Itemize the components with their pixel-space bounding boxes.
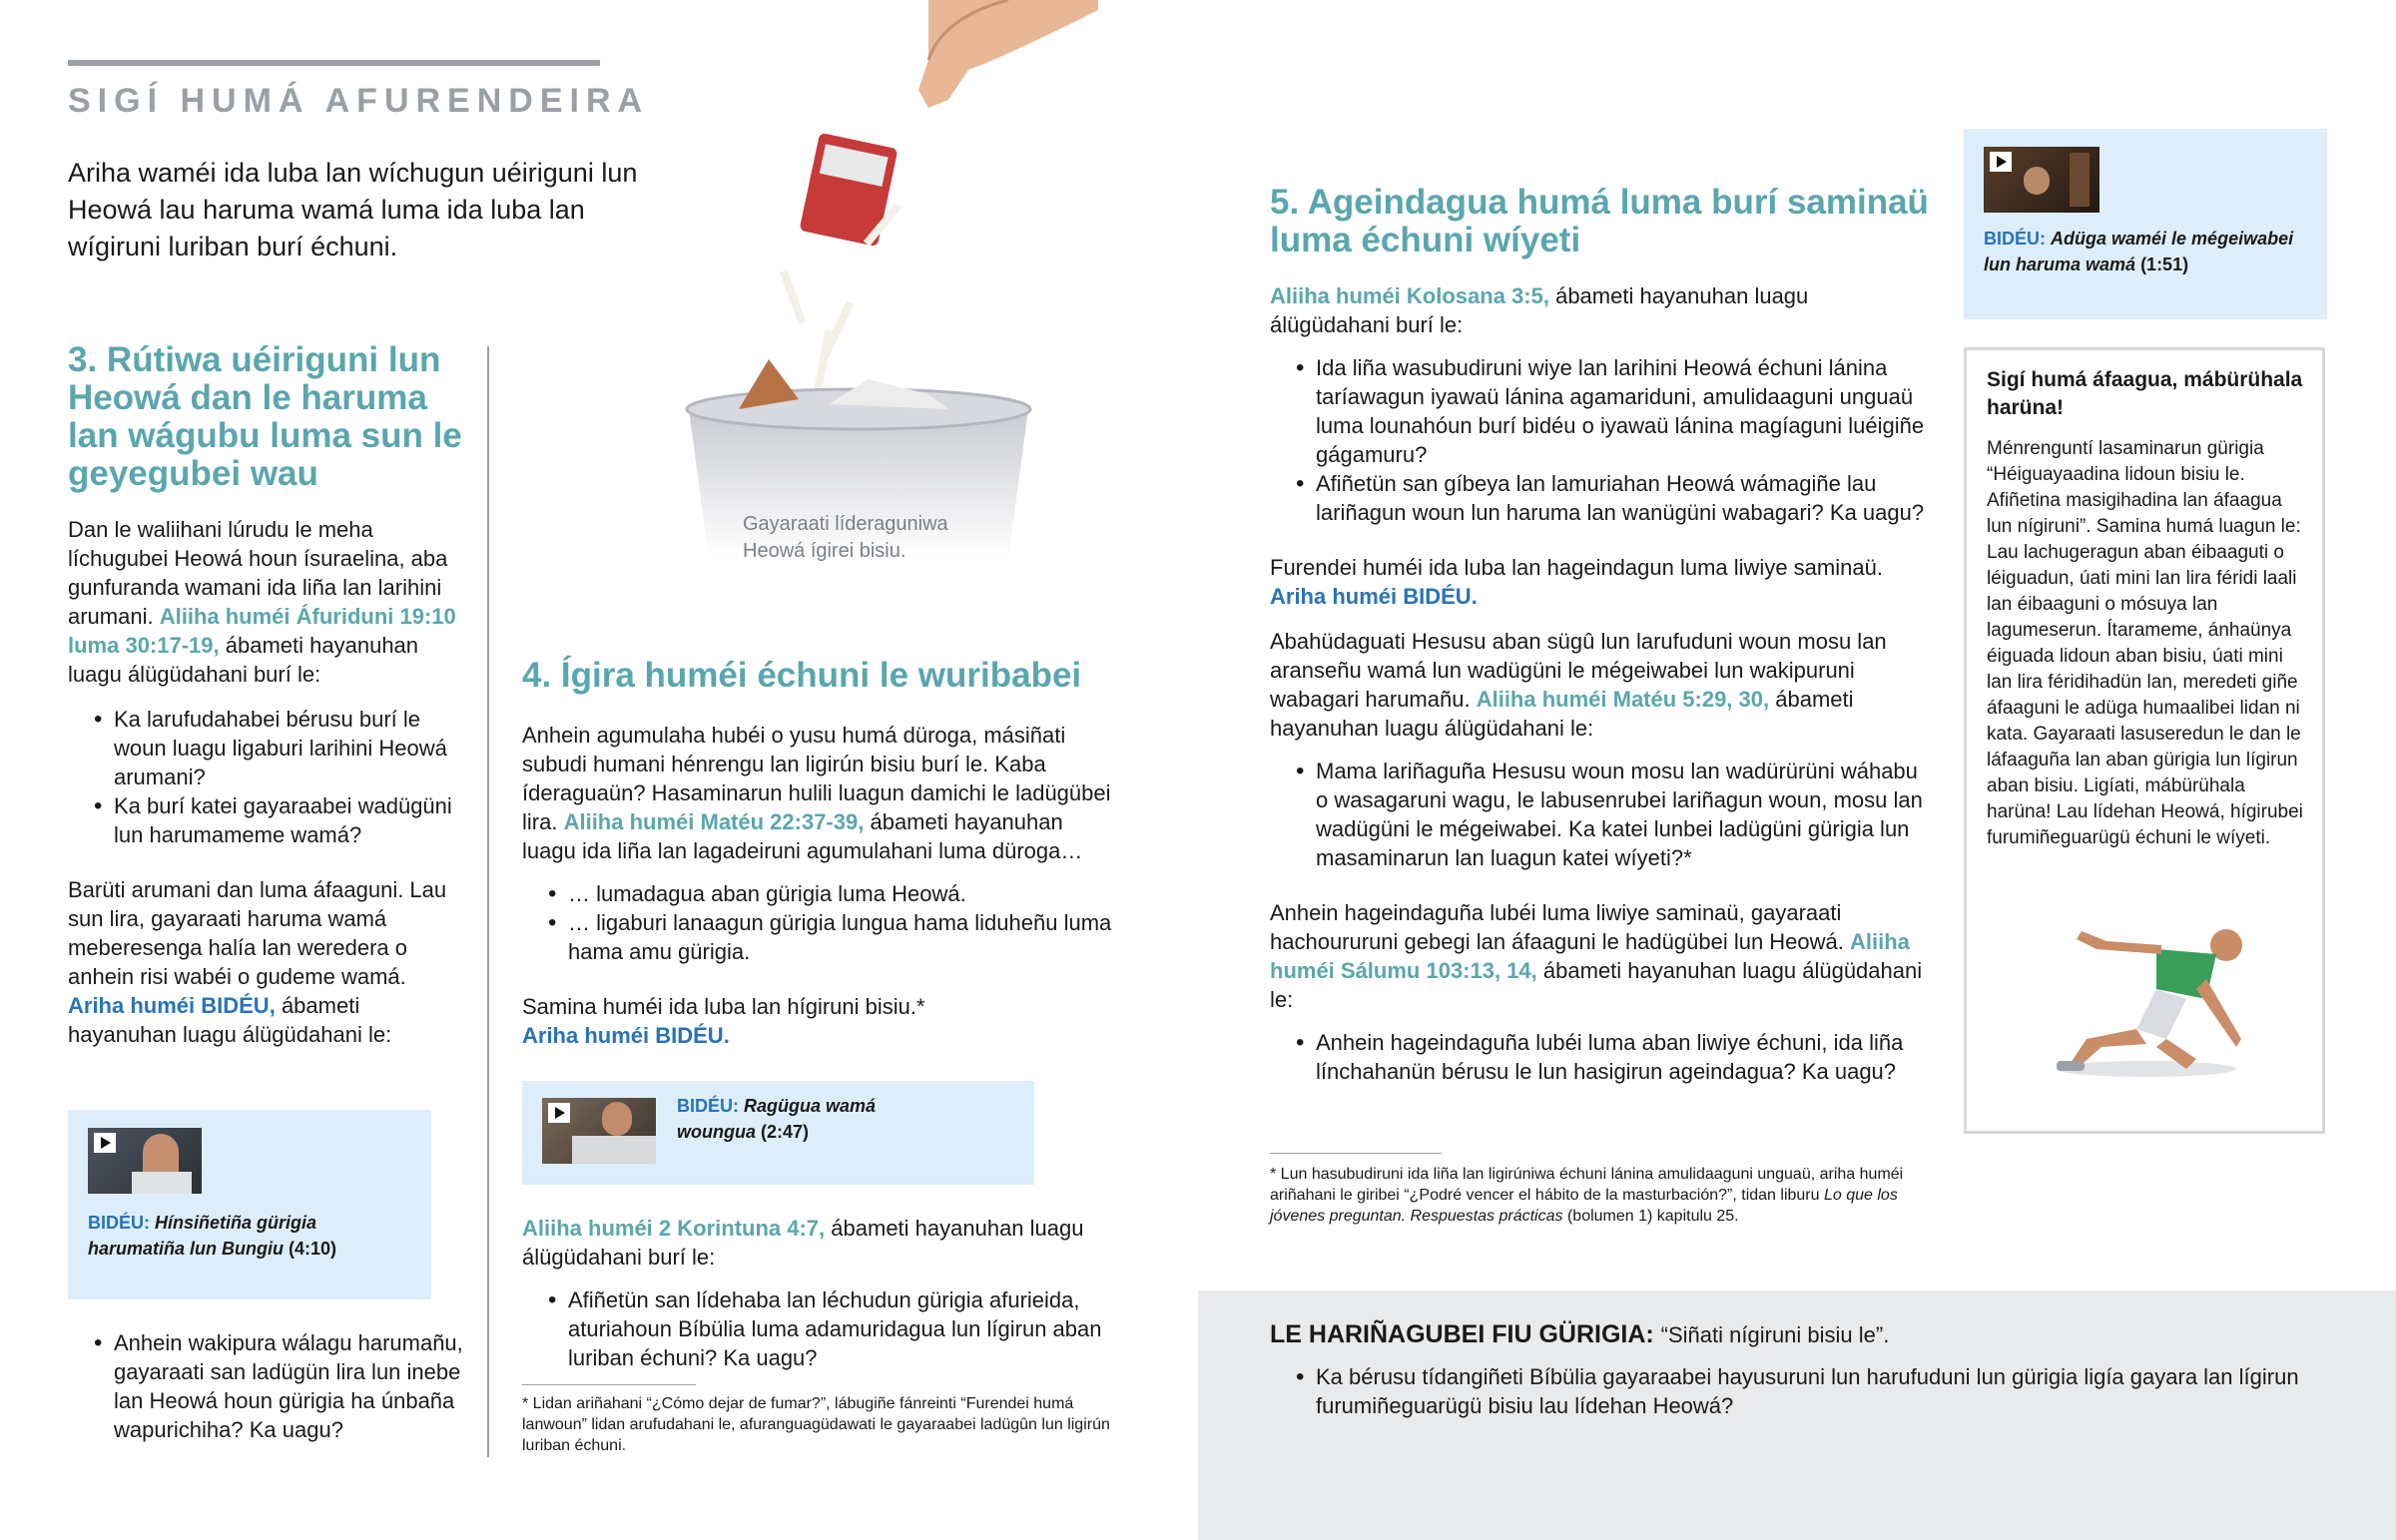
- person-figure: [602, 1102, 632, 1136]
- video-thumbnail[interactable]: [542, 1098, 656, 1164]
- section-5-footnote: * Lun hasubudiruni ida liña lan ligirúniwa échuni lánina amulidaaguni unguaü, ariha huméi ariñahani le giribei “¿Podré vencer el hábito de la masturbación?”, tidan liburu Lo que los jóvenes preguntan. Respuestas prácticas (bolumen 1) kapitulu 25.: [1270, 1166, 1904, 1225]
- video-thumbnail[interactable]: [88, 1128, 202, 1194]
- section-5-paragraph-4: Anhein hageindaguña lubéi luma liwiye saminaü, gayaraati hachoururuni gebegi lan áfaaguni le hadügübei lun Heowá. Aliiha huméi Sálumu 103:13, 14, ábameti hayanuhan luagu álügüdahani le:: [1270, 900, 1923, 1012]
- section-5-title: 5. Ageindagua humá luma burí saminaü luma échuni wíyeti: [1270, 183, 1929, 259]
- section-5-list-3: [1270, 1028, 1929, 1086]
- section-3-paragraph-2: Barüti arumani dan luma áfaaguni. Lau sun lira, gayaraati haruma wamá meberesenga halía lan weredera o anhein risi wabéi o gudeme wamá. Ariha huméi BIDÉU, ábameti hayanuhan luagu álügüdahani le:: [68, 877, 447, 1047]
- video-caption: BIDÉU: Adüga waméi le mégeiwabei lun haruma wamá (1:51): [1984, 229, 2294, 274]
- scripture-link[interactable]: Aliiha huméi Sálumu 103:13, 14,: [1270, 929, 1910, 983]
- video-card-ragugua[interactable]: [522, 1081, 1034, 1185]
- footer-list: [1270, 1362, 2328, 1420]
- scripture-link[interactable]: Aliiha huméi 2 Korintuna 4:7,: [522, 1216, 826, 1241]
- list-item: • Ka bérusu tídangiñeti Bíbülia gayaraabei hayusuruni lun harufuduni lun gürigia ligía gayara lan lígirun furumiñeguarügü bisiu lau lídehan Heowá?: [1270, 1362, 2328, 1420]
- video-caption: BIDÉU: Hínsiñetiña gürigia harumatiña lun Bungiu (4:10): [88, 1213, 337, 1259]
- list-item: • Anhein hageindaguña lubéi luma aban liwiye échuni, ida liña línchahanün bérusu le lun hasigirun ageindagua? Ka uagu?: [1270, 1028, 1929, 1086]
- column-divider: [487, 346, 489, 1457]
- video-thumbnail[interactable]: [1984, 147, 2099, 213]
- list-item: • Ka burí katei gayaraabei wadügüni lun harumameme wamá?: [68, 791, 467, 849]
- list-item: • Anhein wakipura wálagu harumañu, gayaraati san ladügün lira lun inebe lan Heowá houn gürigia ha únbaña wapurichiha? Ka uagu?: [68, 1328, 467, 1444]
- list-item: • Afiñetün san lídehaba lan léchudun gürigia afurieida, aturiahoun Bíbülia luma adamuridagua lun lígirun aban luriban échuni? Ka uagu?: [522, 1285, 1121, 1372]
- sidebar-title: Sigí humá áfaagua, mábürühala harüna!: [1987, 368, 2303, 419]
- list-item: • Mama lariñaguña Hesusu woun mosu lan wadürürüni wáhabu o wasagaruni wagu, le labusenrubei lariñagun woun, mosu lan wadügüni le mégeiwabei. Ka katei lunbei ladügüni gürigia lun masaminarun lan luagun katei wíyeti?*: [1270, 757, 1929, 872]
- scripture-link[interactable]: Aliiha huméi Matéu 22:37-39,: [563, 809, 865, 834]
- person-shirt: [572, 1136, 656, 1164]
- section-kicker: SIGÍ HUMÁ AFURENDEIRA: [68, 82, 650, 120]
- section-4-paragraph-3: Aliiha huméi 2 Korintuna 4:7, ábameti hayanuhan luagu álügüdahani burí le:: [522, 1216, 1084, 1270]
- section-5: [1270, 184, 1929, 1086]
- background-shelf: [2070, 153, 2090, 207]
- trash-can-illustration: [629, 0, 1098, 569]
- list-item: • … lumadagua aban gürigia luma Heowá.: [522, 879, 1121, 908]
- list-item: • Afiñetün san gíbeya lan lamuriahan Heowá wámagiñe lau lariñagun woun lun haruma lan wanügüni wabagari? Ka uagu?: [1270, 469, 1929, 527]
- section-4-paragraph-2: Samina huméi ida luba lan hígiruni bisiu.* Ariha huméi BIDÉU.: [522, 994, 925, 1048]
- section-5-list: [1270, 353, 1929, 527]
- section-4-title: 4. Ígira huméi échuni le wuribabei: [522, 656, 1082, 695]
- list-item: • Ka larufudahabei bérusu burí le woun luagu ligaburi larihini Heowá arumani?: [68, 705, 467, 791]
- section-4-continued: [522, 1214, 1121, 1372]
- section-4-list: [522, 879, 1121, 966]
- section-3-paragraph: Dan le waliihani lúrudu le meha líchugubei Heowá houn ísuraelina, aba gunfuranda wamani ida liña lan larihini arumani. Aliiha huméi Áfuriduni 19:10 luma 30:17-19, ábameti hayanuhan luagu álügüdahani burí le:: [68, 517, 456, 687]
- video-link[interactable]: Ariha huméi BIDÉU.: [1270, 584, 1478, 609]
- intro-text: Ariha waméi ida luba lan wíchugun uéiriguni lun Heowá lau haruma wamá luma ida luba lan wígiruni luriban burí échuni.: [68, 158, 638, 261]
- section-4-paragraph: Anhein agumulaha hubéi o yusu humá düroga, másiñati subudi humani hénrengu lan ligirún bisiu burí le. Kaba íderaguaün? Hasaminarun hulili luagun damichi le ladügübei lira. Aliiha huméi Matéu 22:37-39, ábameti hayanuhan luagu ida liña lan lagadeiruni agumulahani luma düroga…: [522, 723, 1111, 863]
- sidebar-box: [1964, 347, 2325, 1134]
- person-shirt: [132, 1172, 192, 1194]
- section-4-list-2: [522, 1285, 1121, 1372]
- footer-heading: LE HARIÑAGUBEI FIU GÜRIGIA: “Siñati nígiruni bisiu le”.: [1270, 1320, 1890, 1348]
- footer-content: [1270, 1317, 2328, 1420]
- list-item: • Ida liña wasubudiruni wiye lan larihini Heowá échuni lánina taríawagun iyawaü lánina agamariduni, amulidaaguni unguaü luma lounahóun burí bidéu o iyawaü lánina magíaguni luéigiñe gágamuru?: [1270, 353, 1929, 469]
- video-card-bungiu[interactable]: [68, 1110, 431, 1299]
- section-5-paragraph-3: Abahüdaguati Hesusu aban sügû lun larufuduni woun mosu lan aranseñu wamá lun wadügüni le mégeiwabei lun wakipuruni wabagari harumañu. Aliiha huméi Matéu 5:29, 30, ábameti hayanuhan luagu álügüdahani le:: [1270, 629, 1887, 741]
- video-caption: BIDÉU: Ragügua wamá woungua (2:47): [677, 1096, 877, 1142]
- illustration-caption: Gayaraati líderaguniwa Heowá ígirei bisiu.: [743, 513, 948, 562]
- video-card-haruma[interactable]: [1964, 129, 2327, 319]
- illustration-trash-can: [629, 0, 1098, 569]
- scripture-link[interactable]: Aliiha huméi Kolosana 3:5,: [1270, 283, 1549, 308]
- section-3-questions: [68, 705, 467, 849]
- section-3: [68, 341, 467, 1049]
- runner-illustration: [2037, 919, 2256, 1079]
- play-icon[interactable]: [1990, 152, 2012, 172]
- video-link[interactable]: Ariha huméi BIDÉU,: [68, 993, 276, 1018]
- section-4: [522, 657, 1121, 1050]
- scripture-link[interactable]: Aliiha huméi Matéu 5:29, 30,: [1476, 687, 1770, 712]
- play-icon[interactable]: [94, 1133, 116, 1153]
- video-link[interactable]: Ariha huméi BIDÉU.: [522, 1023, 730, 1048]
- section-4-footnote: * Lidan ariñahani “¿Cómo dejar de fumar?”, lábugiñe fánreinti “Furendei humá lanwoun” lidan arufudahani le, afuranguagüdawati le gayaraabei ladügûn lun ligirún luriban échuni.: [522, 1395, 1110, 1454]
- section-3-final-question: [68, 1328, 467, 1444]
- header-rule: [68, 60, 600, 66]
- person-figure: [2024, 167, 2050, 195]
- footnote-rule: [522, 1384, 696, 1385]
- section-5-list-2: [1270, 757, 1929, 872]
- footnote-rule: [1270, 1153, 1442, 1154]
- section-3-title: 3. Rútiwa uéiriguni lun Heowá dan le haruma lan wágubu luma sun le geyegubei wau: [68, 340, 462, 493]
- list-item: • … ligaburi lanaagun gürigia lungua hama liduheñu luma hama amu gürigia.: [522, 908, 1121, 966]
- hand-shape: [918, 0, 1098, 108]
- section-5-paragraph: Aliiha huméi Kolosana 3:5, ábameti hayanuhan luagu álügüdahani burí le:: [1270, 283, 1809, 337]
- section-5-paragraph-2: Furendei huméi ida luba lan hageindagun luma liwiye saminaü. Ariha huméi BIDÉU.: [1270, 555, 1883, 609]
- sidebar-text: Ménrenguntí lasaminarun gürigia “Héiguayaadina lidoun bisiu le. Afiñetina masigihadina lan áfaagua lun nígiruni”. Samina humá luagun le: Lau lachugeragun aban éibaaguti o léiguadun, úati mini lan lira féridi laali lan éibaaguni o mósuya lan lagumeserun. Ítarameme, ánhaünya éiguada lidoun aban bisiu, úati mini lan lira féridihadün lan, meredeti giñe áfaaguni le adüga humaalibei lidan ni kata. Gayaraati lasuseredun le dan le láfaaguña lan aban gürigia lun lígirun aban bisiu. Ligíati, mábürühala harüna! Lau lídehan Heowá, hígirubei furumiñeguarügü échuni le wíyeti.: [1987, 438, 2303, 848]
- play-icon[interactable]: [548, 1103, 570, 1123]
- scripture-link[interactable]: Aliiha huméi Áfuriduni 19:10 luma 30:17-19,: [68, 604, 456, 658]
